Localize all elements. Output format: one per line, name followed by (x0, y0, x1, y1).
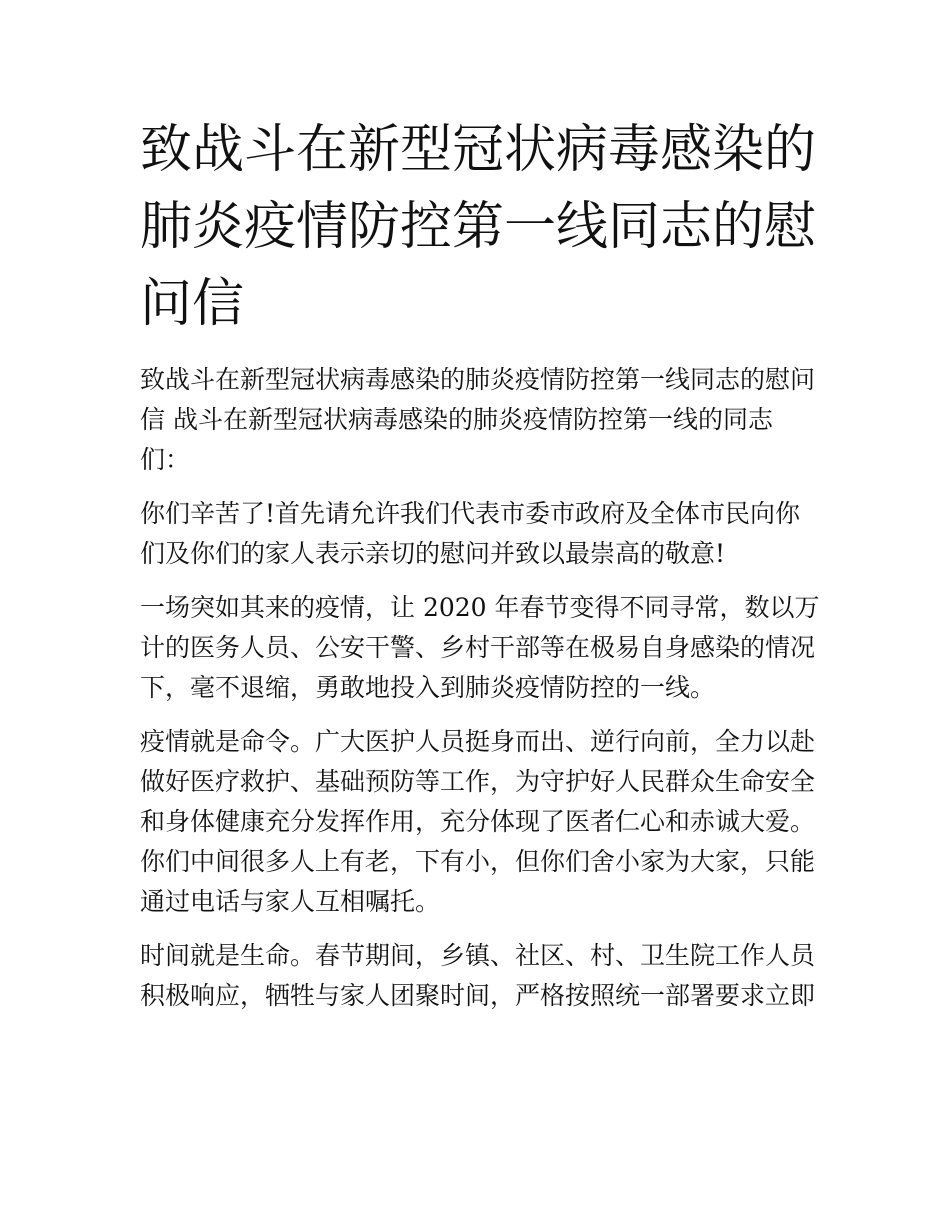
document-title (140, 112, 820, 343)
text-line: 下，毫不退缩，勇敢地投入到肺炎疫情防控的一线。 (140, 673, 716, 702)
text-line: 你们辛苦了!首先请允许我们代表市委市政府及全体市民向你 (140, 499, 801, 528)
text-line: 计的医务人员、公安干警、乡村干部等在极易自身感染的情况 (140, 633, 816, 662)
title-line: 肺炎疫情防控第一线同志的慰 (140, 197, 817, 257)
text-line: 积极响应，牺牲与家人团聚时间，严格按照统一部署要求立即 (140, 981, 816, 1010)
text-line: 信 战斗在新型冠状病毒感染的肺炎疫情防控第一线的同志 (140, 405, 773, 434)
text-line: 你们中间很多人上有老，下有小，但你们舍小家为大家，只能 (140, 847, 816, 876)
paragraph-time (140, 936, 820, 1016)
text-line: 时间就是生命。春节期间，乡镇、社区、村、卫生院工作人员 (140, 941, 816, 970)
text-line: 和身体健康充分发挥作用，充分体现了医者仁心和赤诚大爱。 (140, 807, 816, 836)
title-line: 问信 (140, 274, 245, 334)
text-line: 们： (140, 445, 191, 474)
document-body (140, 360, 820, 1030)
text-line: 通过电话与家人互相嘱托。 (140, 887, 441, 916)
text-line: 做好医疗救护、基础预防等工作，为守护好人民群众生命安全 (140, 767, 816, 796)
text-line: 们及你们的家人表示亲切的慰问并致以最崇高的敬意! (140, 539, 726, 568)
title-line: 致战斗在新型冠状病毒感染的 (140, 120, 817, 180)
paragraph-outbreak (140, 588, 820, 708)
paragraph-greeting (140, 494, 820, 574)
paragraph-intro (140, 360, 820, 480)
text-line: 致战斗在新型冠状病毒感染的肺炎疫情防控第一线同志的慰问 (140, 365, 816, 394)
text-line: 疫情就是命令。广大医护人员挺身而出、逆行向前，全力以赴 (140, 727, 816, 756)
text-line: 一场突如其来的疫情，让 2020 年春节变得不同寻常，数以万 (140, 593, 820, 622)
paragraph-command (140, 722, 820, 922)
